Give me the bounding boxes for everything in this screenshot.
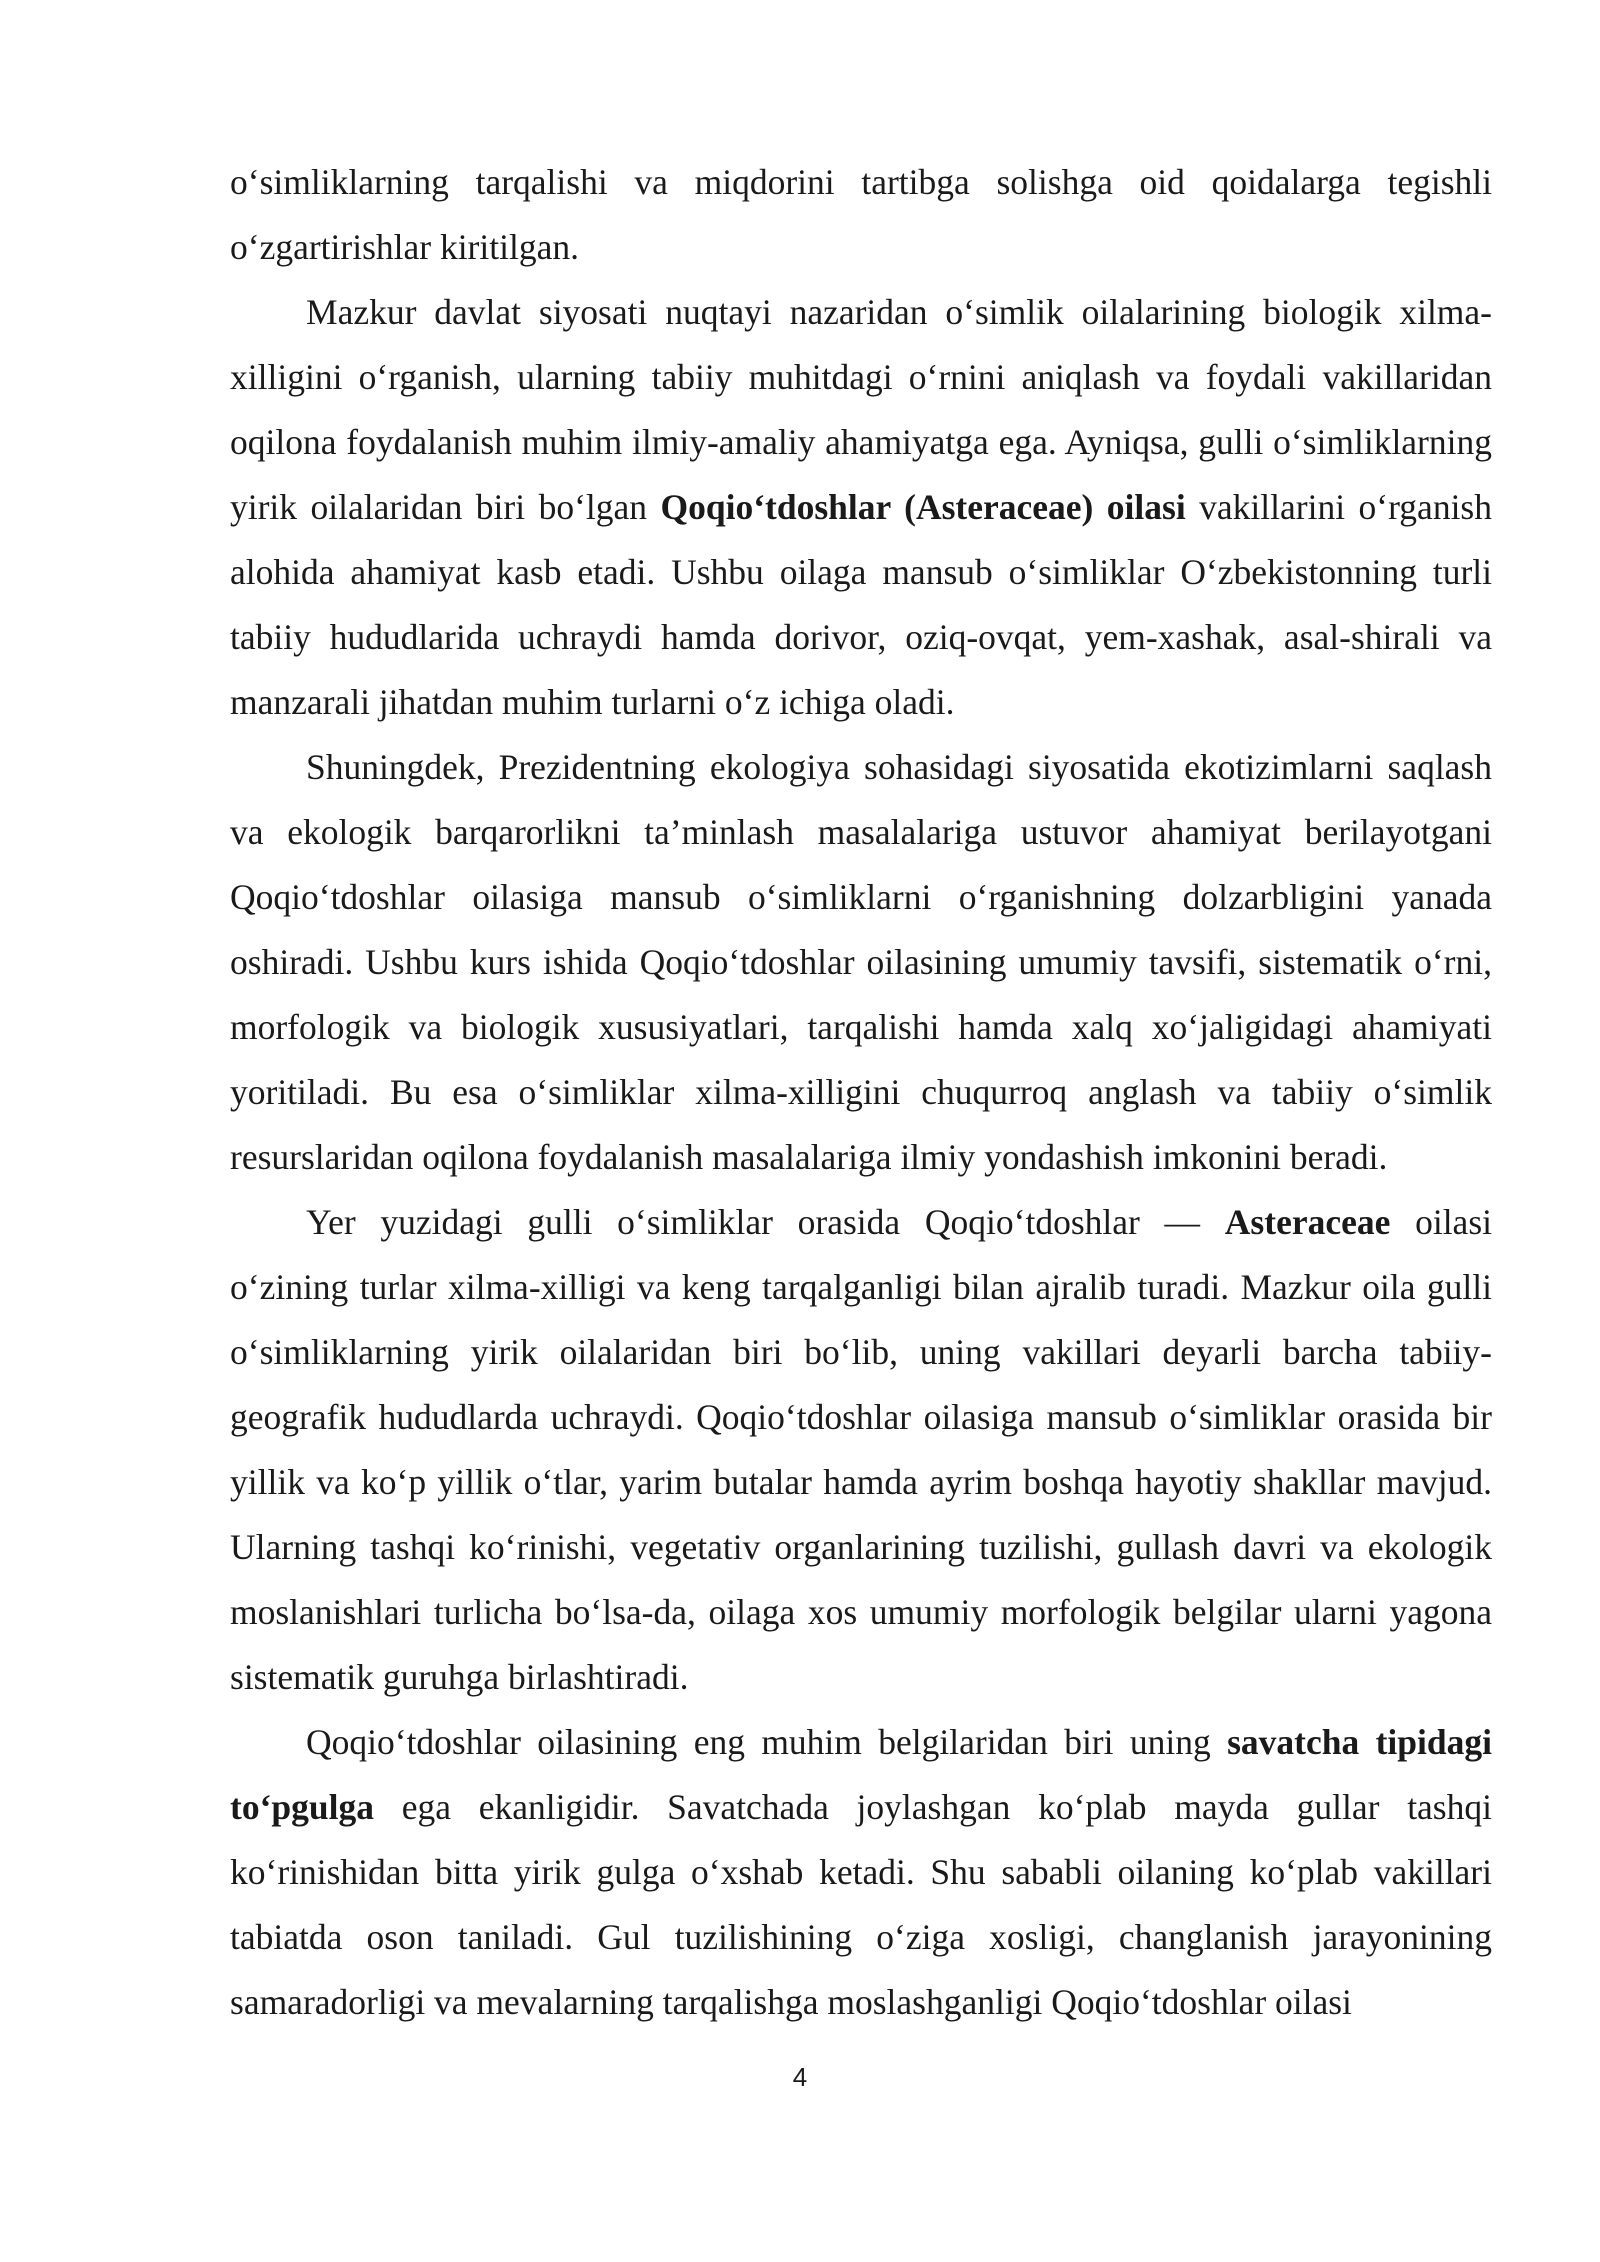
- paragraph-text: vakillarini o‘rganish alohida ahamiyat kasb etadi. Ushbu oilaga mansub o‘simliklar O‘zbekistonning turli tabiiy hududlarida uchraydi hamda dorivor, oziq-ovqat, yem-xashak, asal-shirali va manzarali jihatdan muhim turlarni o‘z ichiga oladi.: [230, 487, 1492, 722]
- bold-term: Qoqio‘tdoshlar (Asteraceae) oilasi: [660, 487, 1186, 527]
- paragraph-text: Shuningdek, Prezidentning ekologiya sohasidagi siyosatida ekotizimlarni saqlash va ekologik barqarorlikni ta’minlash masalalariga ustuvor ahamiyat berilayotgani Qoqio‘tdoshlar oilasiga mansub o‘simliklarni o‘rganishning dolzarbligini yanada oshiradi. Ushbu kurs ishida Qoqio‘tdoshlar oilasining umumiy tavsifi, sistematik o‘rni, morfologik va biologik xususiyatlari, tarqalishi hamda xalq xo‘jaligidagi ahamiyati yoritiladi. Bu esa o‘simliklar xilma-xilligini chuqurroq anglash va tabiiy o‘simlik resurslaridan oqilona foydalanish masalalariga ilmiy yondashish imkonini beradi.: [230, 747, 1492, 1177]
- paragraph-5: [230, 1710, 1492, 2035]
- paragraph-text: oilasi o‘zining turlar xilma-xilligi va keng tarqalganligi bilan ajralib turadi. Mazkur oila gulli o‘simliklarning yirik oilalaridan biri bo‘lib, uning vakillari deyarli barcha tabiiy-geografik hududlarda uchraydi. Qoqio‘tdoshlar oilasiga mansub o‘simliklar orasida bir yillik va ko‘p yillik o‘tlar, yarim butalar hamda ayrim boshqa hayotiy shakllar mavjud. Ularning tashqi ko‘rinishi, vegetativ organlarining tuzilishi, gullash davri va ekologik moslanishlari turlicha bo‘lsa-da, oilaga xos umumiy morfologik belgilar ularni yagona sistematik guruhga birlashtiradi.: [230, 1202, 1492, 1697]
- bold-term: savatcha tipidagi to‘pgulga: [230, 1722, 1492, 1827]
- page-number: 4: [792, 2062, 808, 2092]
- paragraph-text: Qoqio‘tdoshlar oilasining eng muhim belgilaridan biri uning: [306, 1722, 1228, 1762]
- paragraph-4: [230, 1190, 1492, 1710]
- paragraph-text: o‘simliklarning tarqalishi va miqdorini tartibga solishga oid qoidalarga tegishli o‘zgartirishlar kiritilgan.: [230, 162, 1492, 267]
- paragraph-3: [230, 735, 1492, 1190]
- paragraph-text: ega ekanligidir. Savatchada joylashgan ko‘plab mayda gullar tashqi ko‘rinishidan bitta yirik gulga o‘xshab ketadi. Shu sababli oilaning ko‘plab vakillari tabiatda oson taniladi. Gul tuzilishining o‘ziga xosligi, changlanish jarayonining samaradorligi va mevalarning tarqalishga moslashganligi Qoqio‘tdoshlar oilasi: [230, 1787, 1492, 2022]
- paragraph-1: [230, 150, 1492, 280]
- paragraph-2: [230, 280, 1492, 735]
- paragraph-text: Yer yuzidagi gulli o‘simliklar orasida Qoqio‘tdoshlar —: [306, 1202, 1225, 1242]
- paragraph-text: Mazkur davlat siyosati nuqtayi nazaridan o‘simlik oilalarining biologik xilma-xilligini o‘rganish, ularning tabiiy muhitdagi o‘rnini aniqlash va foydali vakillaridan oqilona foydalanish muhim ilmiy-amaliy ahamiyatga ega. Ayniqsa, gulli o‘simliklarning yirik oilalaridan biri bo‘lgan: [230, 292, 1492, 527]
- document-page: [230, 150, 1492, 2035]
- bold-term: Asteraceae: [1224, 1202, 1391, 1242]
